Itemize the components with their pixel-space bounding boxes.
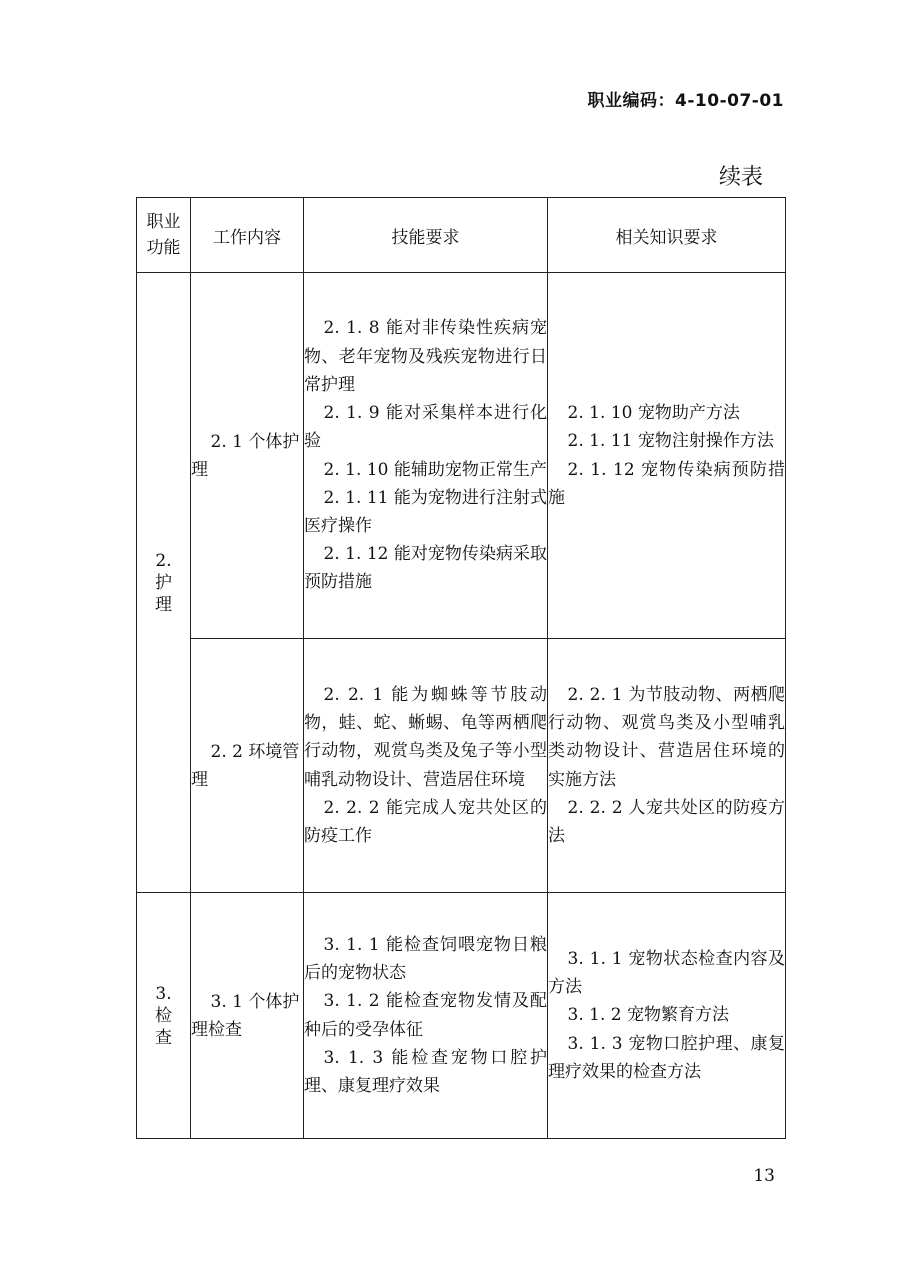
function-cell-care	[137, 273, 191, 893]
work-content-text: 3. 1 个体护理检查	[191, 991, 300, 1040]
function-label-line: 理	[155, 594, 172, 615]
skill-item: 2. 2. 2 能完成人宠共处区的防疫工作	[304, 797, 547, 846]
skill-item: 2. 2. 1 能为蜘蛛等节肢动物，蛙、蛇、蜥蜴、龟等两栖爬行动物，观赏鸟类及兔子等小型哺乳动物设计、营造居住环境	[304, 684, 547, 790]
function-label-line: 检	[155, 1005, 172, 1026]
function-label-line: 护	[155, 572, 172, 593]
header-work-content: 工作内容	[191, 198, 304, 273]
work-content-text: 2. 1 个体护理	[191, 431, 300, 480]
skills-cell	[304, 893, 548, 1139]
function-cell-inspection	[137, 893, 191, 1139]
skills-cell	[304, 273, 548, 639]
table-header-row	[137, 198, 786, 273]
header-function	[137, 198, 191, 273]
table-row	[137, 273, 786, 639]
knowledge-item: 3. 1. 1 宠物状态检查内容及方法	[548, 948, 785, 998]
occupation-code: 职业编码：4-10-07-01	[587, 91, 784, 111]
work-content-cell	[191, 639, 304, 893]
knowledge-cell	[548, 273, 786, 639]
skill-item: 2. 1. 11 能为宠物进行注射式医疗操作	[304, 487, 547, 536]
header-knowledge-requirements: 相关知识要求	[548, 198, 786, 273]
skill-item: 2. 1. 10 能辅助宠物正常生产	[323, 459, 547, 480]
knowledge-item: 2. 1. 10 宠物助产方法	[567, 403, 740, 424]
skill-item: 3. 1. 1 能检查饲喂宠物日粮后的宠物状态	[304, 934, 547, 984]
continued-label: 续表	[718, 165, 763, 190]
skill-item: 2. 1. 9 能对采集样本进行化验	[304, 403, 547, 452]
knowledge-item: 2. 2. 2 人宠共处区的防疫方法	[548, 797, 785, 846]
knowledge-cell	[548, 639, 786, 893]
occupation-standard-table	[136, 197, 786, 1139]
knowledge-item: 2. 1. 11 宠物注射操作方法	[567, 431, 774, 452]
header-function-line: 职业	[146, 212, 181, 232]
function-label-line: 3.	[155, 983, 172, 1004]
knowledge-item: 2. 2. 1 为节肢动物、两栖爬行动物、观赏鸟类及小型哺乳类动物设计、营造居住环境的实施方法	[548, 684, 785, 790]
knowledge-item: 2. 1. 12 宠物传染病预防措施	[548, 459, 785, 508]
skill-item: 2. 1. 8 能对非传染性疾病宠物、老年宠物及残疾宠物进行日常护理	[304, 318, 547, 395]
work-content-text: 2. 2 环境管理	[191, 741, 300, 790]
header-skill-requirements: 技能要求	[304, 198, 548, 273]
table-row	[137, 893, 786, 1139]
skill-item: 3. 1. 2 能检查宠物发情及配种后的受孕体征	[304, 991, 547, 1040]
skill-item: 3. 1. 3 能检查宠物口腔护理、康复理疗效果	[304, 1047, 547, 1096]
function-label-line: 查	[155, 1027, 172, 1048]
skill-item: 2. 1. 12 能对宠物传染病采取预防措施	[304, 544, 547, 593]
knowledge-item: 3. 1. 3 宠物口腔护理、康复理疗效果的检查方法	[548, 1033, 785, 1082]
knowledge-cell	[548, 893, 786, 1139]
header-function-line: 功能	[146, 238, 181, 258]
skills-cell	[304, 639, 548, 893]
table-row	[137, 639, 786, 893]
knowledge-item: 3. 1. 2 宠物繁育方法	[567, 1005, 730, 1026]
work-content-cell	[191, 893, 304, 1139]
work-content-cell	[191, 273, 304, 639]
function-label-line: 2.	[155, 550, 172, 571]
page-number: 13	[753, 1166, 775, 1186]
